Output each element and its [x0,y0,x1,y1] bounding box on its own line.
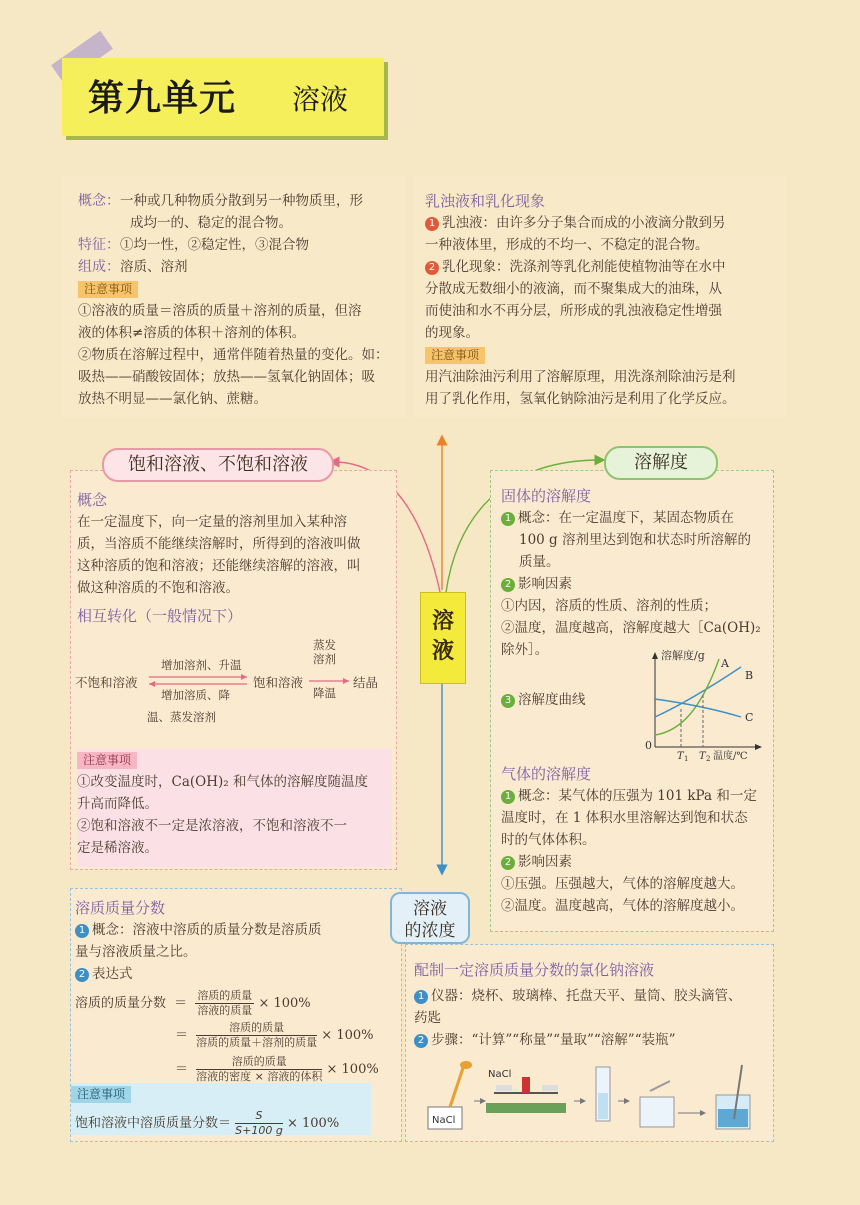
number-badge: 1 [414,990,428,1004]
beaker-icon [640,1097,674,1127]
sat-concept-line: 这种溶质的饱和溶液；还能继续溶解的溶液，叫 [77,558,361,574]
compose-text: 溶质、溶剂 [120,259,188,275]
evap-label: 蒸发 [313,638,336,652]
solid-line: ②温度，温度越高，溶解度越大［Ca(OH)₂ [501,620,761,636]
numerator: 溶质的质量 [196,1055,322,1070]
solid-heading: 固体的溶解度 [501,487,592,505]
bottom-arrow-label: 增加溶质、降 [161,688,230,702]
solid-line: 100 g 溶剂里达到饱和状态时所溶解的 [519,532,751,548]
feature-label: 特征： [78,237,120,253]
nacl-label-1: NaCl [432,1115,456,1126]
denominator: S+100 g [235,1124,283,1137]
sat-note-line: 定是稀溶液。 [77,840,158,856]
conc-line: 量与溶液质量之比。 [75,944,197,960]
emulsion-note-label: 注意事项 [425,347,485,364]
number-badge: 2 [501,578,515,592]
fraction-2 [196,1021,317,1050]
gas-line: ②温度。温度越高，气体的溶解度越小。 [501,898,744,914]
curve-label-c: C [745,711,754,724]
solid-line: 除外］。 [501,642,549,658]
conc-heading: 溶质质量分数 [75,899,166,917]
top-arrow-label: 增加溶剂、升温 [161,658,242,672]
emulsion-line: 的现象。 [425,325,479,341]
sat-note-line: 升高而降低。 [77,796,158,812]
gas-heading: 气体的溶解度 [501,765,592,783]
saturated-label: 饱和溶液 [253,675,304,690]
denominator: 溶质的质量＋溶剂的质量 [196,1036,318,1049]
emulsion-line: 乳化现象：洗涤剂等乳化剂能使植物油等在水中 [442,259,726,275]
evap-label-2: 溶剂 [313,652,336,666]
nacl-label-2: NaCl [488,1069,512,1080]
gas-line: 时的气体体积。 [501,832,596,848]
number-badge: 1 [501,790,515,804]
equals-sign: ＝ [175,1028,189,1043]
gas-line: ①压强。压强越大，气体的溶解度越大。 [501,876,744,892]
emulsion-note-line: 用汽油除油污利用了溶解原理，用洗涤剂除油污是利 [425,369,736,385]
intro-note-line: ①溶液的质量＝溶质的质量＋溶剂的质量，但溶 [78,303,362,319]
emulsion-line: 而使油和水不再分层，所形成的乳浊液稳定性增强 [425,303,722,319]
numerator: 溶质的质量 [197,989,253,1002]
saturated-pill: 饱和溶液、不饱和溶液 [102,448,334,482]
y-axis-label: 溶解度/g [661,649,705,662]
t1-label: T [677,751,684,761]
concept-text: 一种或几种物质分散到另一种物质里，形 [120,193,363,209]
intro-note-label: 注意事项 [78,281,138,298]
number-badge: 2 [425,261,439,275]
conc-node-line: 溶液 [413,899,447,919]
sat-concept-heading: 概念 [77,491,108,509]
denominator: 溶液的密度 × 溶液的体积 [196,1070,323,1083]
numerator: 溶质的质量 [196,1021,317,1036]
center-node [420,592,466,684]
conc-node-line: 的浓度 [404,921,456,941]
x-axis-label: 温度/℃ [713,751,748,761]
sat-fraction-label: 饱和溶液中溶质质量分数＝ [75,1116,232,1131]
curve-label-b: B [745,669,754,682]
sat-note-label: 注意事项 [77,752,137,769]
percent: × 100% [286,1116,340,1131]
balance-icon [486,1103,566,1113]
unsaturated-label: 不饱和溶液 [75,675,138,690]
emulsion-note-line: 用了乳化作用，氢氧化钠除油污是利用了化学反应。 [425,391,736,407]
center-line: 液 [431,639,454,664]
t2-label: T [699,751,706,761]
number-badge: 1 [501,512,515,526]
concentration-panel [70,888,402,1142]
emulsion-line: 一种液体里，形成的不均一、不稳定的混合物。 [425,237,709,253]
percent: × 100% [326,1062,379,1077]
preparation-steps-illustration [424,1057,764,1137]
equals-sign: ＝ [175,1062,189,1077]
concept-text-2: 成均一的、稳定的混合物。 [130,215,292,231]
sat-concept-line: 质，当溶质不能继续溶解时，所得到的溶液叫做 [77,536,361,552]
denominator: 溶液的质量 [197,1004,253,1017]
mass-fraction-formula [75,989,395,1089]
cool-label: 降温 [313,686,336,700]
gas-line: 温度时，在 1 体积水里溶解达到饱和状态 [501,810,748,826]
sat-note-line: ①改变温度时，Ca(OH)₂ 和气体的溶解度随温度 [77,774,368,790]
conversion-diagram [71,638,396,739]
intro-note-line: 吸热——硝酸铵固体；放热——氢氧化钠固体；吸 [78,369,375,385]
solid-line: 质量。 [519,554,560,570]
conversion-arrows [71,643,396,739]
solid-line: 概念：在一定温度下，某固态物质在 [518,510,734,526]
fraction-3 [196,1055,322,1084]
t1-sub: 1 [684,755,689,761]
intro-note-line: 放热不明显——氯化钠、蔗糖。 [78,391,267,407]
number-badge: 3 [501,694,515,708]
number-badge: 2 [501,856,515,870]
saturated-panel [70,470,397,870]
concentration-node [390,892,470,944]
prep-heading: 配制一定溶质质量分数的氯化钠溶液 [414,961,655,979]
concept-label: 概念： [78,193,120,209]
convert-heading: 相互转化（一般情况下） [77,607,243,625]
intro-note-line: 液的体积≠溶质的体积＋溶剂的体积。 [78,325,306,341]
emulsion-line: 分散成无数细小的液滴，而不聚集成大的油珠，从 [425,281,722,297]
crystal-label: 结晶 [353,675,379,690]
center-line: 溶 [431,609,454,634]
sat-concept-line: 做这种溶质的不饱和溶液。 [77,580,239,596]
solid-line: 溶解度曲线 [518,692,586,708]
intro-note-line: ②物质在溶解过程中，通常伴随着热量的变化。如： [78,347,389,363]
curve-B [655,667,741,717]
equals-sign: ＝ [174,996,188,1011]
number-badge: 1 [75,924,89,938]
prep-line: 药匙 [414,1010,441,1026]
unit-title: 第九单元 [88,78,237,119]
unit-subtitle: 溶液 [292,83,349,116]
sat-note-line: ②饱和溶液不一定是浓溶液，不饱和溶液不一 [77,818,347,834]
bottom-arrow-label-2: 温、蒸发溶剂 [147,710,216,724]
spoon-icon [450,1065,464,1107]
solid-line: 影响因素 [518,576,572,592]
gas-line: 概念：某气体的压强为 101 kPa 和一定 [518,788,757,804]
origin-label: 0 [645,739,652,752]
number-badge: 2 [75,968,89,982]
prep-line: 仪器：烧杯、玻璃棒、托盘天平、量筒、胶头滴管、 [431,988,742,1004]
solubility-curve-graph [641,649,771,761]
number-badge: 2 [414,1034,428,1048]
numerator: S [235,1109,283,1124]
conc-line: 表达式 [92,966,133,982]
formula-label: 溶质的质量分数 [75,996,167,1011]
conc-line: 概念：溶液中溶质的质量分数是溶质质 [92,922,322,938]
percent: × 100% [258,996,311,1011]
solubility-pill: 溶解度 [604,446,718,480]
gas-line: 影响因素 [518,854,572,870]
fraction-1 [195,989,254,1018]
compose-label: 组成： [78,259,120,275]
curve-label-a: A [721,657,729,670]
sat-concept-line: 在一定温度下，向一定量的溶剂里加入某种溶 [77,514,347,530]
number-badge: 1 [425,217,439,231]
emulsion-line: 乳浊液：由许多分子集合而成的小液滴分散到另 [442,215,726,231]
conc-note-label: 注意事项 [71,1086,131,1103]
solubility-panel [490,470,774,932]
feature-text: ①均一性，②稳定性，③混合物 [120,237,309,253]
solid-line: ①内因，溶质的性质、溶剂的性质； [501,598,717,614]
curve-A [655,659,719,735]
prep-line: 步骤：“计算”“称量”“量取”“溶解”“装瓶” [431,1032,676,1048]
curve-C [655,699,741,717]
emulsion-heading: 乳浊液和乳化现象 [425,192,546,210]
preparation-panel [405,944,774,1142]
sat-fraction [235,1109,283,1138]
t2-sub: 2 [706,755,711,761]
percent: × 100% [321,1028,374,1043]
